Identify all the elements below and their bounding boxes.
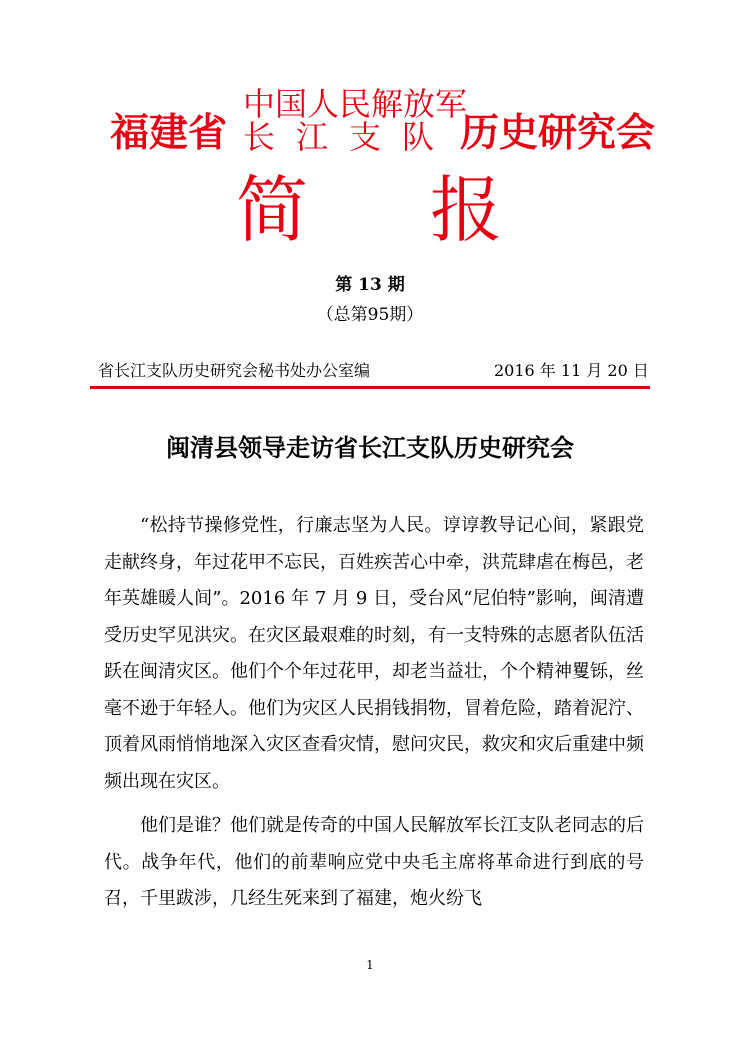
editor-line: 省长江支队历史研究会秘书处办公室编 — [98, 361, 371, 380]
masthead-province: 福建省 — [110, 111, 228, 156]
masthead-organization-line1: 中国人民解放军 — [243, 85, 468, 123]
article-body — [104, 508, 644, 926]
issue-number: 第 13 期 — [335, 275, 405, 295]
article-title: 闽清县领导走访省长江支队历史研究会 — [166, 433, 574, 462]
article-paragraph: 他们是谁？他们就是传奇的中国人民解放军长江支队老同志的后代。战争年代，他们的前辈响应党中央毛主席将革命进行到底的号召，千里跋涉，几经生死来到了福建，炮火纷飞 — [104, 815, 644, 909]
masthead-organization — [243, 85, 468, 156]
masthead-society: 历史研究会 — [460, 111, 656, 156]
page-number: 1 — [366, 958, 374, 972]
publish-date: 2016 年 11 月 20 日 — [494, 361, 649, 380]
header-divider — [90, 386, 650, 389]
article-paragraph: “松持节操修党性，行廉志坚为人民。谆谆教导记心间，紧跟党走献终身，年过花甲不忘民，百姓疾苦心中牵，洪荒肆虐在梅邑，老年英雄暖人间”。2016 年 7 月 9 日，受台风“尼伯特”影响，闽清遭受历史罕见洪灾。在灾区最艰难的时刻，有一支特殊的志愿者队伍活跃在闽清灾区。他们个个年过花甲，却老当益壮，个个精神矍铄，丝毫不逊于年轻人。他们为灾区人民捐钱捐物，冒着危险，踏着泥泞、顶着风雨悄悄地深入灾区查看灾情，慰问灾民，救灾和灾后重建中频频出现在灾区。 — [104, 515, 644, 792]
issue-total: （总第95期） — [316, 305, 424, 325]
masthead-organization-line2: 长江支队 — [243, 118, 456, 156]
bulletin-char-1: 简 — [236, 168, 309, 252]
bulletin-char-2: 报 — [430, 168, 503, 252]
masthead — [0, 86, 740, 158]
bulletin-heading — [0, 168, 740, 258]
